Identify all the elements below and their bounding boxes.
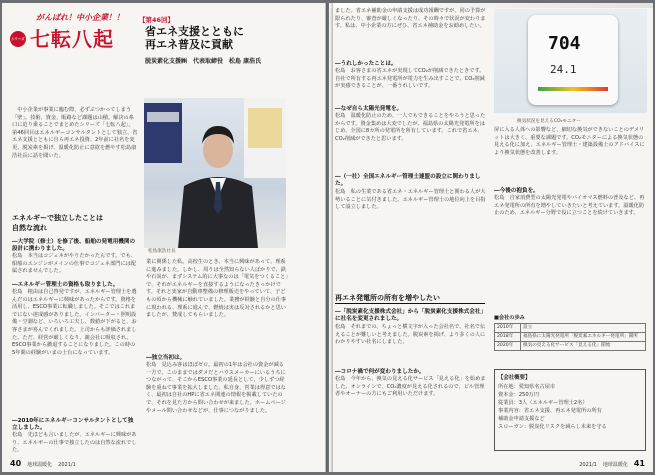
- left-page: [2, 3, 326, 472]
- table-row: 2010年 設立: [495, 324, 646, 333]
- company-profile-box: [494, 369, 646, 451]
- series-title: 七転八起: [30, 27, 114, 51]
- section-heading-independence: エネルギーで独立したことは 自然な流れ: [12, 214, 103, 232]
- answer-6: 松島 温暖化防止のため、一人でもできることをやろうと思ったからです。資金集めは大変でしたが、福島県の太陽光発電所をはじめ、全国に8カ所の発電所を所有しています。これで省エネ、CO₂削減ができたと思います。: [335, 113, 486, 142]
- answer-2: 松島 粗由は自己啓発ですが、エネルギー管理士を選んだのはエネルギーに興味があったからです。資格を活用し、ESCO事業に転職しました。そこではこれまでにない達成感がありました。インバーター・照明設備・空調など、いろいろ工夫し、数値が下がると、お客さまが喜んでくれました。上司からも評価されました。ただ、経営が厳しくなり、親会社に吸収され、ESCO事業から撤退することになりました。この時の5年間の経験がいまの土台になっています。: [12, 289, 137, 356]
- question-3: ―2010年にエネルギーコンサルタントとして独立しました。: [12, 418, 134, 431]
- headline: 省エネ支援とともに 再エネ普及に貢献: [145, 25, 244, 51]
- right-page-number: 41: [633, 459, 645, 468]
- right-column-1: [335, 8, 487, 227]
- right-column-2: [494, 127, 647, 303]
- answer-9: 松島 今年から、換気の見える化サービス「見える化」を始めました。オンラインで、CO₂濃度が見える化されるので、ビル管理者やオーナーの方にもご利用いただけます。: [335, 376, 486, 398]
- company-line: 脱炭素化支援㈱ 代表取締役 松島 康浩氏: [145, 58, 262, 65]
- question-8: ―「脱炭素化支援株式会社」から「脱炭素化支援株式会社」に社名を変更されました。: [335, 309, 487, 322]
- portrait-photo: [144, 98, 286, 248]
- co2-level-bar: [538, 87, 608, 91]
- answer-8: 松島 それまでの、ちょっと横文字が入った会社名で、社名で伝えることが難しいと考えました。脱炭素を掲げ、より多くの人にわかりやすい社名にしました。: [335, 324, 486, 346]
- left-page-number: 40: [10, 459, 22, 468]
- question-5: ―うれしかったことは。: [335, 61, 397, 67]
- answer-10: 松島 自家消費型の太陽光発電やバイオマス燃料の普及など、再エネ発電所の所有を増やしていきたいと考えています。温暖化防止のため、エネルギー分野で役に立つことを続けていきます。: [494, 195, 645, 217]
- co2-reading: 704: [548, 33, 581, 54]
- co2-monitor-photo: [494, 9, 647, 113]
- question-10: ―今後の抱負を。: [494, 188, 539, 194]
- answer-5: 松島 お客さまの省エネが実現してCO₂が削減できたときです。自社で所有する再エネ発電所が電力を生み出すことで、CO₂削減が実感できることが、一番うれしいです。: [335, 68, 485, 90]
- left-publication: 地球温暖化: [27, 462, 53, 468]
- column-1: [12, 239, 138, 454]
- right-page: [329, 3, 653, 472]
- history-title: ■会社の歩み: [494, 315, 525, 321]
- answer-3: 松島 先ほども言いましたが、エネルギーに興味があり、エネルギーの仕事で独立したのは自然な流れでした。: [12, 432, 137, 454]
- column-2: [146, 259, 288, 452]
- answer-7: 松島 私の生業である省エネ・エネルギー管理士と関わる人が大勢いることに気付きました。エネルギー管理士の地位向上を目指して設立しました。: [335, 189, 486, 211]
- section-heading-renewable: 再エネ発電所の所有を増やしたい: [335, 293, 485, 304]
- question-9: ―コロナ禍で何が変わりましたか。: [335, 369, 425, 375]
- company-history: [494, 314, 646, 351]
- profile-body: 所在地：愛知県名古屋市 資本金：250万円 従業員：3人（エネルギー管理士2名） 事業内容：省エネ支援、再エネ発電所の所有 補助金申請支援など スローガン：脱炭化リスクを減らし未来を守る: [498, 384, 607, 430]
- question-1: ―大学院（修士）を修了後、船舶の発電用機関の設計に携わりました。: [12, 239, 136, 252]
- question-2: ―エネルギー管理士の資格も取りました。: [12, 282, 119, 288]
- co2-monitor-device: [528, 15, 618, 105]
- series-badge: シリーズ: [10, 31, 26, 47]
- table-row: 2018年 福島県に太陽光発電所「脱炭素エネルギー発電所」開所: [495, 333, 646, 342]
- right-column-1b: [335, 309, 487, 421]
- right-date: 2021/1: [579, 462, 597, 468]
- right-footer: [579, 459, 645, 468]
- answer-1: 松島 本当はコジェネがやりたかったんです。でも、船舶のエンジンがメインの仕事でコジェネ部門には配属されませんでした。: [12, 253, 137, 275]
- series-kicker: がんばれ！中小企業！！: [36, 13, 124, 22]
- left-date: 2021/1: [58, 462, 76, 468]
- table-row: 2020年 換気の見える化サービス「見える化」開始: [495, 342, 646, 351]
- column-2-body: 業に関係した私。高校生のとき、本当に興味があって、理系に進みました。しかし、周りは全然知らない人ばかりで、鉄や石炭が、まずシステム的に大事なのは「電気をつくること」で、それがエネルギーを直接するようになったきっかけです。それと実家が自動車整備の修理販売をやっていて、子どもの頃から機械に触れていました。業務が経験と自分の仕事に現われる、理系に進んで、燃焼は実は反対されるかと思いましたが、賛成してもらいました。: [146, 259, 288, 319]
- history-table: [494, 323, 646, 351]
- question-7: ―（一社）全国エネルギー管理士連盟の設立に関わりました。: [335, 174, 481, 187]
- issue-label: 【第46回】: [139, 16, 175, 24]
- answer-4: 松島 見込み客はほぼゼロ。最初の1年は会社の資金が減る一方で、このままではダメだとハウスメーカーにいるうちにつながって、そこからESCO事業の延長として、少しずつ経験を重ねて事業を拡大しました。私自身、営業は得意ではなく、最初は自社のHPに省エネ関連の情報を掲載していたので、それを見た方から問い合わせが来ました。ホームページやメール問い合わせなどが、仕事につながりました。: [146, 362, 286, 414]
- photo-caption: 松島康浩社長: [148, 249, 176, 254]
- temperature-reading: 24.1: [550, 63, 577, 76]
- device-caption: 換気状況を見えるCO₂モニター: [517, 119, 581, 124]
- right-col1-top: ました。省エネ補助金の申請支援は成功報酬ですが、同の予算が限られたり、審査が厳しくなったり、その時々で状況が変わります。私は、中小企業の方にぜひ、省エネ補助金をお勧めしたい。: [335, 8, 486, 30]
- lead-paragraph: 中小企業が事業に臨む際、必ずぶつかってしまう「壁」。技術、資金、販路など課題は山積。解決の糸口に迫り乗ることでまとめたシリーズ「七転八起」。第46回目はエネルギーコンサルタントとして独立、省エネ支援とともに自ら再エネ投資、2年前に社名を変更、脱炭素を掲げ、温暖化防止に意欲を燃やす松島康浩社長に話を聞いた。: [12, 107, 138, 159]
- right-col2-top: 屏に入る人体への影響など、細切な換気ができないことのデメリットは大きく、重要な課題です。CO₂モニターによる換気状態の見える化に加え、エネルギー管理士・建築設備士のアドバイスにより換気状態を改善します。: [494, 127, 645, 156]
- right-publication: 地球温暖化: [602, 462, 628, 468]
- left-footer: [10, 459, 76, 468]
- question-6: ―なぜ自ら太陽光発電を。: [335, 106, 403, 112]
- profile-title: 【会社概要】: [498, 375, 531, 381]
- question-4: ―独立当初は。: [146, 355, 186, 361]
